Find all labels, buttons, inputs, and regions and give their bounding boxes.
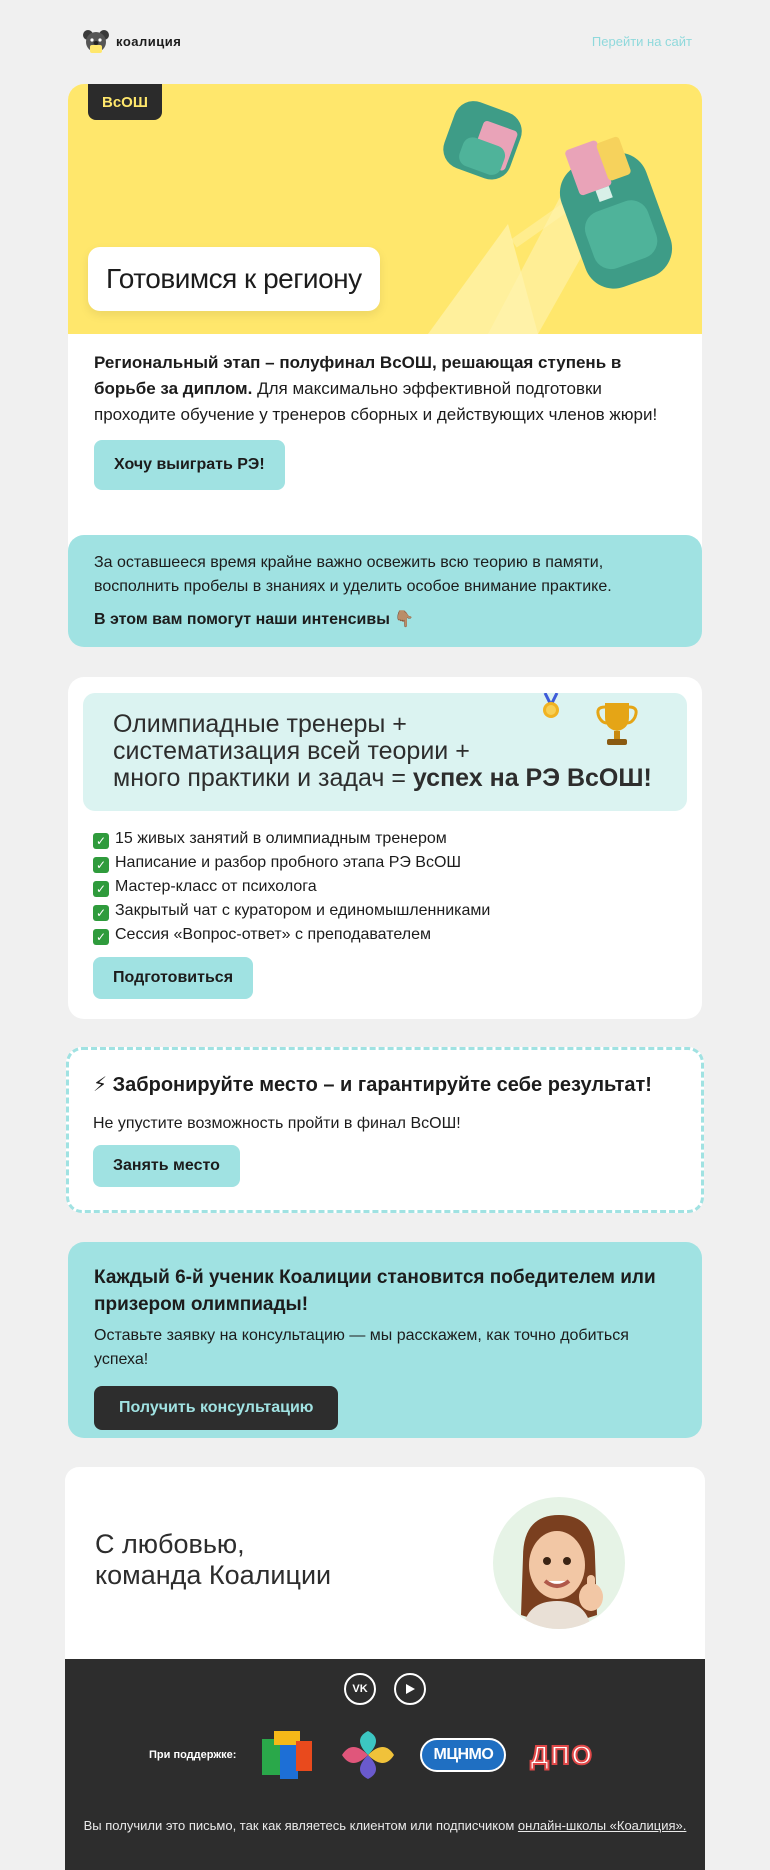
signature-card: [65, 1467, 705, 1659]
list-item: [93, 899, 677, 923]
check-icon: ✓: [93, 905, 109, 921]
dpo-logo: ДПО: [530, 1739, 594, 1770]
intensive-line-3: [113, 765, 657, 792]
hero-text: [94, 350, 676, 428]
consultation-card: [68, 1242, 702, 1438]
reminder-text: За оставшееся время крайне важно освежить всю теорию в памяти, восполнить пробелы в знаниях и уделить особое внимание практике.: [94, 554, 612, 595]
vsosh-badge: ВсОШ: [88, 84, 162, 120]
check-icon: ✓: [93, 833, 109, 849]
benefits-list: [83, 811, 687, 947]
partner-logo-flower-icon: [340, 1729, 396, 1781]
intensive-card: [68, 677, 702, 1019]
check-icon: ✓: [93, 929, 109, 945]
signature-text: [95, 1529, 331, 1591]
check-icon: ✓: [93, 857, 109, 873]
intensive-line-1: Олимпиадные тренеры +: [113, 710, 407, 738]
book-title: ⚡ Забронируйте место – и гарантируйте себе результат!: [93, 1074, 652, 1096]
intensive-line-3-bold: успех на РЭ ВсОШ!: [412, 764, 652, 792]
consult-text: Оставьте заявку на консультацию — мы расскажем, как точно добиться успеха!: [94, 1327, 629, 1368]
school-link[interactable]: онлайн-школы «Коалиция».: [517, 1818, 687, 1833]
intensive-line-2: систематизация всей теории +: [113, 737, 470, 765]
prepare-button[interactable]: Подготовиться: [93, 957, 253, 999]
footer-note: [65, 1813, 705, 1839]
koala-logo-icon: [82, 27, 110, 55]
consult-title: Каждый 6-й ученик Коалиции становится победителем или призером олимпиады!: [94, 1267, 656, 1315]
go-to-site-link[interactable]: Перейти на сайт: [591, 33, 692, 49]
hero-banner: [68, 84, 702, 334]
hero-text-bold: Региональный этап – полуфинал ВсОШ, решающая ступень в борьбе за диплом.: [94, 353, 622, 398]
hero-body: [68, 334, 702, 510]
mcnmo-logo: МЦНМО: [420, 1738, 506, 1772]
win-regional-button[interactable]: Хочу выиграть РЭ!: [94, 440, 285, 490]
list-item: [93, 851, 677, 875]
signature-line-1: С любовью,: [95, 1529, 245, 1559]
medal-icon: [539, 693, 563, 721]
reminder-bold-text: В этом вам помогут наши интенсивы 👇🏽: [94, 611, 415, 628]
partner-logo-blocks-icon: [260, 1729, 316, 1781]
list-item-text: Закрытый чат с куратором и единомышленниками: [115, 902, 491, 919]
hero-title: Готовимся к региону: [88, 247, 380, 311]
footer: [65, 1659, 705, 1870]
hero-text-rest: Для максимально эффективной подготовки проходите обучение у тренеров сборных и действующих членов жюри!: [94, 379, 658, 424]
support-label: При поддержке:: [149, 1749, 237, 1761]
intensive-banner: [83, 693, 687, 811]
intensive-line-3-prefix: много практики и задач =: [113, 764, 413, 792]
check-icon: ✓: [93, 881, 109, 897]
theory-reminder-card: [68, 535, 702, 647]
support-row: [149, 1729, 594, 1781]
trophy-icon: [595, 699, 639, 749]
list-item-text: 15 живых занятий в олимпиадным тренером: [115, 830, 447, 847]
get-consultation-button[interactable]: Получить консультацию: [94, 1386, 338, 1430]
list-item: [93, 875, 677, 899]
list-item-text: Сессия «Вопрос-ответ» с преподавателем: [115, 926, 431, 943]
signature-line-2: команда Коалиции: [95, 1560, 332, 1590]
avatar: [493, 1497, 625, 1629]
youtube-icon[interactable]: [394, 1673, 426, 1705]
social-links: [65, 1673, 705, 1705]
header: [82, 24, 692, 58]
list-item-text: Мастер-класс от психолога: [115, 878, 317, 895]
logo-text: коалиция: [116, 33, 182, 49]
play-icon: [403, 1682, 417, 1696]
list-item-text: Написание и разбор пробного этапа РЭ ВсОШ: [115, 854, 462, 871]
book-place-card: [66, 1047, 704, 1213]
take-place-button[interactable]: Занять место: [93, 1145, 240, 1187]
list-item: [93, 923, 677, 947]
vk-icon[interactable]: VK: [344, 1673, 376, 1705]
book-text: Не упустите возможность пройти в финал ВсОШ!: [93, 1115, 461, 1132]
logo[interactable]: [82, 27, 181, 55]
footer-note-text: Вы получили это письмо, так как являетесь клиентом или подписчиком: [83, 1818, 518, 1833]
hero-card: [68, 84, 702, 588]
list-item: [93, 827, 677, 851]
girl-avatar-icon: [493, 1497, 625, 1629]
